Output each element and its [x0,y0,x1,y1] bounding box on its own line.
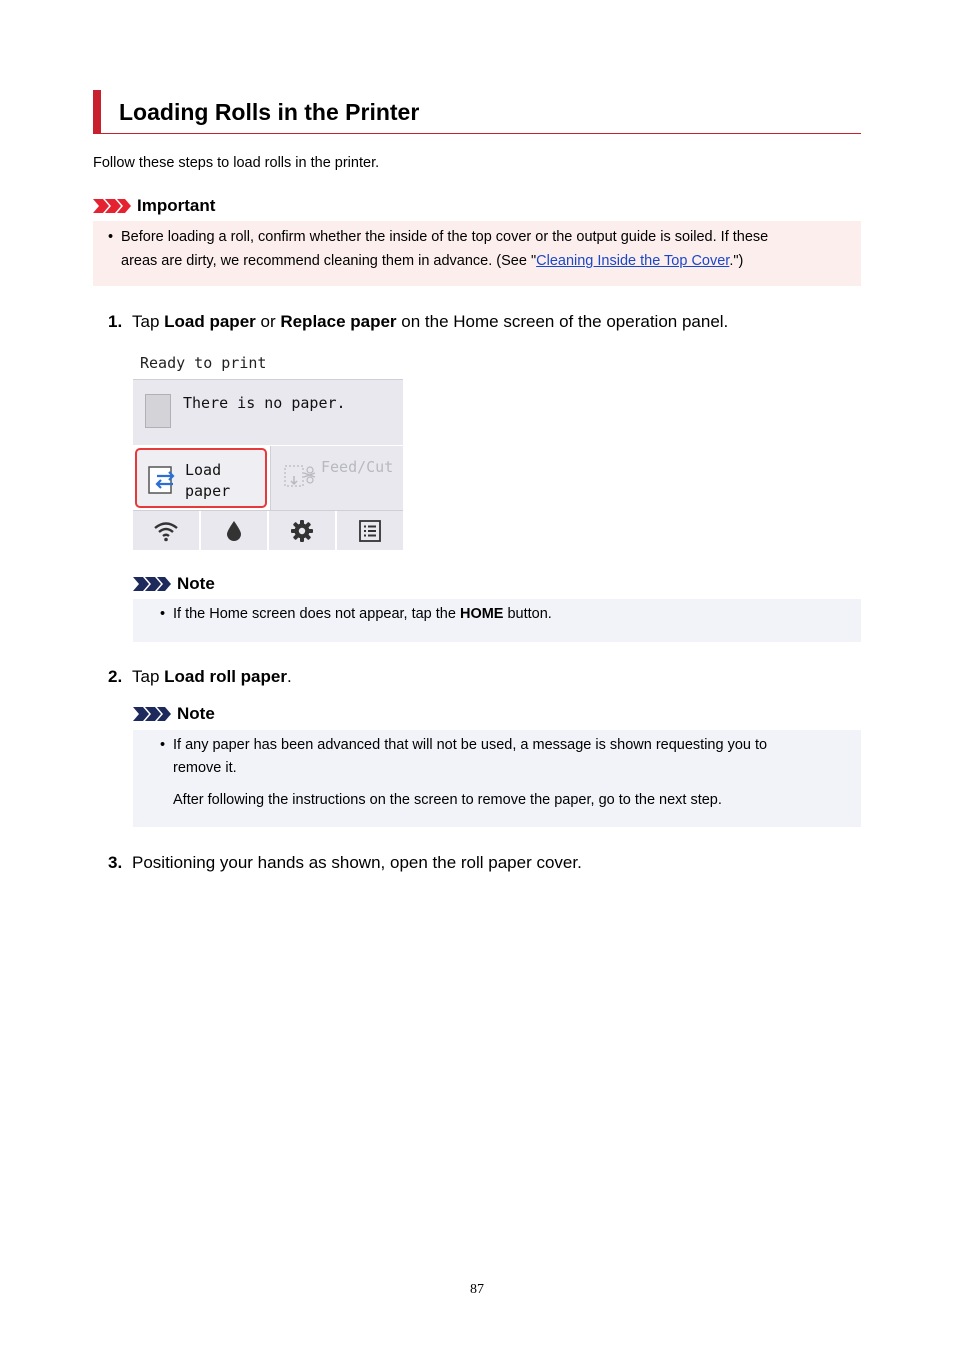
wifi-icon [153,520,179,542]
step-bold: Replace paper [280,312,397,331]
operation-panel-screenshot [133,348,403,550]
step-text: or [255,312,281,331]
note-1-box [133,599,861,642]
page-number: 87 [470,1282,484,1297]
important-line-2-pre: areas are dirty, we recommend cleaning them in advance. (See " [121,253,537,269]
note-2-line-3: After following the instructions on the screen to remove the paper, go to the next step. [173,792,722,808]
intro-text: Follow these steps to load rolls in the printer. [93,155,380,171]
section-heading [93,90,861,134]
important-arrows-icon [93,198,133,214]
step-text: Tap [132,667,165,686]
step-bold: Load paper [164,312,256,331]
ink-drop-icon [225,520,243,542]
panel-message: There is no paper. [183,394,346,412]
note-2-title [133,704,215,724]
important-bullet [108,225,856,273]
paper-roll-icon [145,394,171,428]
step-text: on the Home screen of the operation panel. [396,312,729,331]
step-1 [108,312,728,332]
note-1-bullet [160,602,853,626]
note-2-label: Note [177,704,215,723]
list-icon [358,519,382,543]
note-2-bullet [160,734,853,812]
step-text: . [286,667,292,686]
load-paper-icon [147,465,177,495]
menu-button[interactable] [337,511,403,550]
step-text: Positioning your hands as shown, open the roll paper cover. [132,853,582,872]
step-number: 3. [108,853,123,872]
important-line-2-post: .") [729,253,744,269]
important-title [93,196,215,216]
note-arrows-icon [133,706,173,722]
panel-bottom-bar [133,510,403,550]
note-arrows-icon [133,576,173,592]
bullet-dot: • [160,606,166,622]
step-bold: Load roll paper [164,667,287,686]
bullet-dot: • [160,737,166,753]
important-label: Important [137,196,216,215]
page-title: Loading Rolls in the Printer [119,99,420,125]
load-paper-label-line: Load [185,461,222,479]
note-2-box [133,730,861,827]
important-box [93,221,861,286]
step-number: 2. [108,667,123,686]
step-number: 1. [108,312,123,331]
step-3 [108,853,582,873]
bullet-dot: • [108,229,114,245]
feed-cut-label: Feed/Cut [321,458,394,476]
gear-icon [290,519,314,543]
cleaning-top-cover-link[interactable]: Cleaning Inside the Top Cover [536,253,730,269]
load-paper-label [185,460,265,502]
step-2 [108,667,292,687]
important-line-1: Before loading a roll, confirm whether the inside of the top cover or the output guide is soiled. If these [121,229,769,245]
note-1-text: button. [503,606,552,622]
panel-message-area [133,379,403,445]
note-1-text: If the Home screen does not appear, tap the [173,606,460,622]
note-1-title [133,574,215,594]
home-bold: HOME [459,606,504,622]
load-paper-label-line: paper [185,482,231,500]
ink-button[interactable] [201,511,269,550]
important-line-2 [121,249,856,273]
wifi-button[interactable] [133,511,201,550]
load-paper-button[interactable] [135,448,267,508]
note-2-line-1: If any paper has been advanced that will not be used, a message is shown requesting you to [173,737,768,753]
feed-cut-button[interactable] [270,446,403,510]
scissors-icon [283,462,317,492]
heading-accent-bar [93,90,101,133]
step-text: Tap [132,312,165,331]
note-1-label: Note [177,574,215,593]
settings-button[interactable] [269,511,337,550]
panel-status: Ready to print [140,354,267,372]
note-2-line-2: remove it. [173,760,237,776]
